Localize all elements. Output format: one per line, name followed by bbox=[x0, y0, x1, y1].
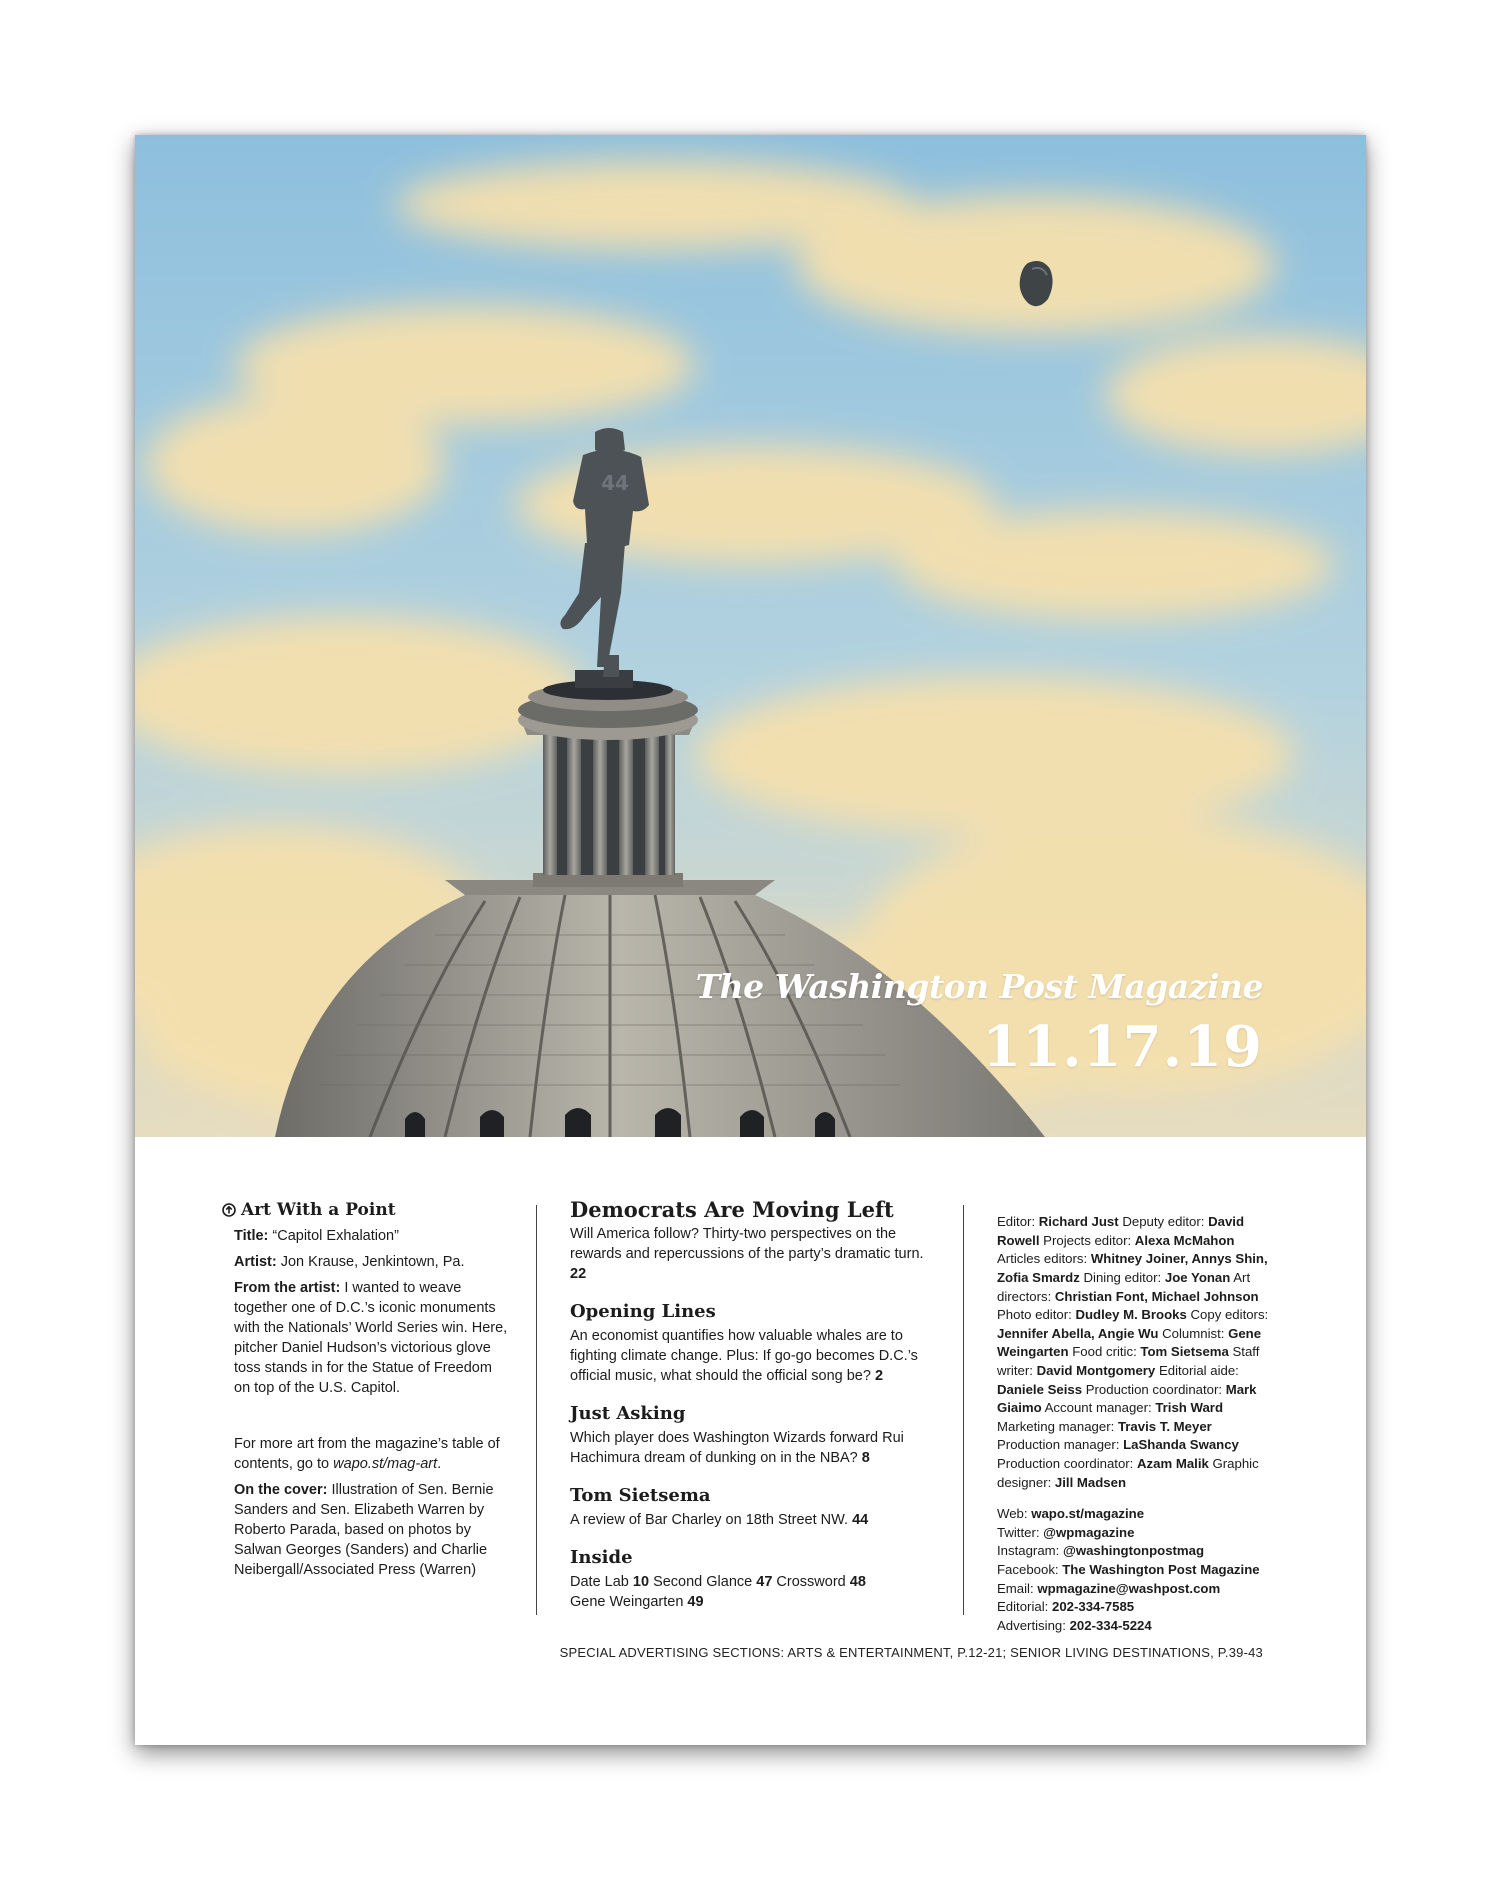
column-divider bbox=[963, 1205, 964, 1615]
contents-item[interactable] bbox=[570, 1404, 940, 1468]
contact-row bbox=[997, 1561, 1277, 1580]
contents-item-summary: Which player does Washington Wizards forward Rui Hachimura dream of dunking on in the NBA? bbox=[570, 1430, 904, 1466]
contact-label: Instagram: bbox=[997, 1543, 1063, 1559]
inside-section bbox=[570, 1548, 940, 1612]
credit-role: Graphic designer: bbox=[997, 1455, 1259, 1490]
contact-info bbox=[997, 1505, 1277, 1635]
contents-item-text bbox=[570, 1510, 940, 1530]
contact-row bbox=[997, 1505, 1277, 1524]
inside-entry-label: Date Lab bbox=[570, 1574, 629, 1590]
artist-statement bbox=[234, 1278, 512, 1398]
credit-role: Photo editor: bbox=[997, 1307, 1076, 1323]
credit-name: Joe Yonan bbox=[1164, 1269, 1231, 1285]
contact-row bbox=[997, 1580, 1277, 1599]
artwork-title bbox=[234, 1226, 512, 1246]
credit-name: Mark Giaimo bbox=[997, 1381, 1257, 1416]
issue-date: 11.17.19 bbox=[982, 1014, 1263, 1080]
credit-name: Dudley M. Brooks bbox=[1075, 1307, 1187, 1323]
credit-entry bbox=[1083, 1270, 1230, 1285]
inside-entry-label: Gene Weingarten bbox=[570, 1594, 684, 1610]
magazine-name: The Washington Post Magazine bbox=[695, 967, 1263, 1006]
inside-entry-label: Crossword bbox=[776, 1574, 846, 1590]
credit-role: Projects editor: bbox=[1043, 1232, 1135, 1248]
contents-item-heading: Opening Lines bbox=[570, 1301, 716, 1322]
contact-row bbox=[997, 1524, 1277, 1543]
lead-story[interactable] bbox=[570, 1197, 940, 1284]
credit-role: Production coordinator: bbox=[1085, 1381, 1226, 1397]
title-label: Title: bbox=[234, 1228, 269, 1244]
contact-label: Advertising: bbox=[997, 1617, 1070, 1633]
inside-entry[interactable] bbox=[776, 1574, 865, 1590]
credit-role: Articles editors: bbox=[997, 1251, 1091, 1267]
contact-value[interactable]: The Washington Post Magazine bbox=[1062, 1562, 1260, 1578]
masthead bbox=[696, 967, 1263, 1080]
credit-name: Azam Malik bbox=[1137, 1455, 1209, 1471]
contents-item-text bbox=[570, 1428, 940, 1468]
inside-entries bbox=[570, 1572, 940, 1612]
contents-item-heading: Tom Sietsema bbox=[570, 1485, 711, 1506]
inside-entry-label: Second Glance bbox=[653, 1574, 753, 1590]
contact-label: Twitter: bbox=[997, 1524, 1044, 1540]
staff-credits bbox=[997, 1213, 1277, 1492]
contact-row bbox=[997, 1542, 1277, 1561]
credit-name: Richard Just bbox=[1038, 1214, 1119, 1230]
credit-name: Christian Font, Michael Johnson bbox=[1054, 1288, 1259, 1304]
inside-entry-page: 48 bbox=[849, 1574, 866, 1590]
magazine-page bbox=[135, 135, 1366, 1745]
lead-story-text bbox=[570, 1224, 940, 1284]
credit-role: Food critic: bbox=[1072, 1344, 1141, 1360]
credit-entry bbox=[1045, 1400, 1223, 1415]
art-with-a-point-heading bbox=[222, 1200, 512, 1220]
credit-name: Jill Madsen bbox=[1054, 1474, 1127, 1490]
contact-value[interactable]: @washingtonpostmag bbox=[1062, 1543, 1205, 1559]
credit-name: Trish Ward bbox=[1155, 1400, 1223, 1416]
credit-name: LaShanda Swancy bbox=[1123, 1437, 1239, 1453]
credit-name: Gene Weingarten bbox=[997, 1325, 1262, 1360]
from-artist-label: From the artist: bbox=[234, 1280, 341, 1296]
credit-role: Columnist: bbox=[1162, 1325, 1229, 1341]
credit-role: Account manager: bbox=[1044, 1400, 1156, 1416]
contents-item-text bbox=[570, 1326, 940, 1386]
credit-role: Editor: bbox=[997, 1214, 1039, 1230]
title-value: “Capitol Exhalation” bbox=[272, 1228, 399, 1244]
credit-entry bbox=[997, 1307, 1187, 1322]
artist-label: Artist: bbox=[234, 1254, 277, 1270]
credit-role: Art directors: bbox=[997, 1269, 1251, 1304]
contact-value[interactable]: wapo.st/magazine bbox=[1031, 1506, 1145, 1522]
credit-name: Alexa McMahon bbox=[1134, 1232, 1235, 1248]
credit-name: David Montgomery bbox=[1036, 1362, 1156, 1378]
cover-illustration bbox=[135, 135, 1366, 1137]
column-divider bbox=[536, 1205, 537, 1615]
lead-story-page: 22 bbox=[570, 1266, 587, 1282]
contents-item-page: 2 bbox=[874, 1368, 884, 1384]
credit-entry bbox=[997, 1419, 1212, 1434]
lead-story-summary: Will America follow? Thirty-two perspectives on the rewards and repercussions of the party’s dramatic turn. bbox=[570, 1226, 924, 1262]
art-with-a-point-column bbox=[222, 1200, 512, 1580]
contents-item-summary: An economist quantifies how valuable whales are to fighting climate change. Plus: If go-go becomes D.C.’s official music, what should the official song be? bbox=[570, 1328, 918, 1384]
credit-entry bbox=[1043, 1233, 1234, 1248]
contents-column bbox=[570, 1197, 940, 1612]
on-the-cover-note bbox=[234, 1480, 512, 1580]
artist-value: Jon Krause, Jenkintown, Pa. bbox=[280, 1254, 465, 1270]
contact-value[interactable]: wpmagazine@washpost.com bbox=[1037, 1580, 1221, 1596]
cover-label: On the cover: bbox=[234, 1482, 328, 1498]
contact-value[interactable]: 202-334-7585 bbox=[1051, 1599, 1135, 1615]
contents-item-page: 8 bbox=[861, 1450, 870, 1466]
inside-entry[interactable] bbox=[570, 1594, 704, 1610]
contact-label: Web: bbox=[997, 1506, 1032, 1522]
dome-lantern bbox=[518, 680, 698, 887]
credit-name: Whitney Joiner, Annys Shin, Zofia Smardz bbox=[997, 1251, 1268, 1285]
contact-label: Editorial: bbox=[997, 1599, 1052, 1615]
lead-story-heading: Democrats Are Moving Left bbox=[570, 1197, 894, 1222]
contact-label: Facebook: bbox=[997, 1562, 1063, 1578]
credit-role: Production coordinator: bbox=[997, 1455, 1138, 1471]
credit-entry bbox=[997, 1214, 1119, 1229]
credit-name: David Rowell bbox=[997, 1214, 1245, 1248]
contact-row bbox=[997, 1617, 1277, 1636]
contents-item-summary: A review of Bar Charley on 18th Street NW. bbox=[570, 1512, 849, 1528]
credit-role: Editorial aide: bbox=[1158, 1362, 1239, 1378]
from-artist-value: I wanted to weave together one of D.C.’s iconic monuments with the Nationals’ World Series win. Here, pitcher Daniel Hudson’s victorious glove toss stands in for the Statue of Freedom on top of the U.S. Capitol. bbox=[234, 1280, 508, 1396]
more-art-link[interactable]: wapo.st/mag-art bbox=[333, 1456, 438, 1472]
contact-row bbox=[997, 1598, 1277, 1617]
credit-entry bbox=[1072, 1344, 1229, 1359]
credit-name: Travis T. Meyer bbox=[1117, 1418, 1212, 1434]
credit-role: Copy editors: bbox=[1190, 1307, 1269, 1323]
credit-name: Jennifer Abella, Angie Wu bbox=[997, 1325, 1159, 1341]
up-arrow-circle-icon bbox=[222, 1203, 236, 1217]
inside-entry[interactable] bbox=[570, 1574, 649, 1590]
inside-entry-page: 10 bbox=[632, 1574, 650, 1590]
advertising-sections-note: SPECIAL ADVERTISING SECTIONS: ARTS & ENTERTAINMENT, P.12-21; SENIOR LIVING DESTINATIONS, P.39-43 bbox=[559, 1645, 1263, 1660]
credit-role: Staff writer: bbox=[997, 1344, 1260, 1378]
cover-value: Illustration of Sen. Bernie Sanders and Sen. Elizabeth Warren by Roberto Parada, based on photos by Salwan Georges (Sanders) and Charlie Neibergall/Associated Press (Warren) bbox=[234, 1482, 494, 1578]
credit-entry bbox=[997, 1456, 1209, 1471]
contents-item-page: 44 bbox=[852, 1512, 869, 1528]
inside-entry-page: 47 bbox=[756, 1574, 773, 1590]
inside-entry-page: 49 bbox=[687, 1594, 704, 1610]
art-with-a-point-title: Art With a Point bbox=[241, 1200, 396, 1220]
credit-role: Production manager: bbox=[997, 1437, 1124, 1453]
contents-item-heading: Just Asking bbox=[570, 1403, 686, 1424]
svg-text:44: 44 bbox=[601, 471, 629, 495]
contents-item[interactable] bbox=[570, 1302, 940, 1386]
contact-value[interactable]: 202-334-5224 bbox=[1069, 1617, 1152, 1633]
more-art-note bbox=[234, 1434, 512, 1474]
more-art-end: . bbox=[437, 1456, 442, 1472]
credit-role: Dining editor: bbox=[1083, 1269, 1165, 1285]
credit-entry bbox=[997, 1437, 1239, 1452]
credit-name: Daniele Seiss bbox=[997, 1381, 1083, 1397]
artwork-artist bbox=[234, 1252, 512, 1272]
staff-credits-column bbox=[997, 1200, 1277, 1635]
more-art-text: For more art from the magazine’s table of contents, go to bbox=[234, 1436, 500, 1472]
credit-role: Deputy editor: bbox=[1122, 1214, 1209, 1230]
contents-item[interactable] bbox=[570, 1486, 940, 1530]
credit-role: Marketing manager: bbox=[997, 1418, 1118, 1434]
inside-entry[interactable] bbox=[653, 1574, 772, 1590]
credit-name: Tom Sietsema bbox=[1140, 1344, 1229, 1360]
inside-heading: Inside bbox=[570, 1547, 633, 1568]
contact-label: Email: bbox=[997, 1580, 1038, 1596]
contact-value[interactable]: @wpmagazine bbox=[1043, 1524, 1135, 1540]
